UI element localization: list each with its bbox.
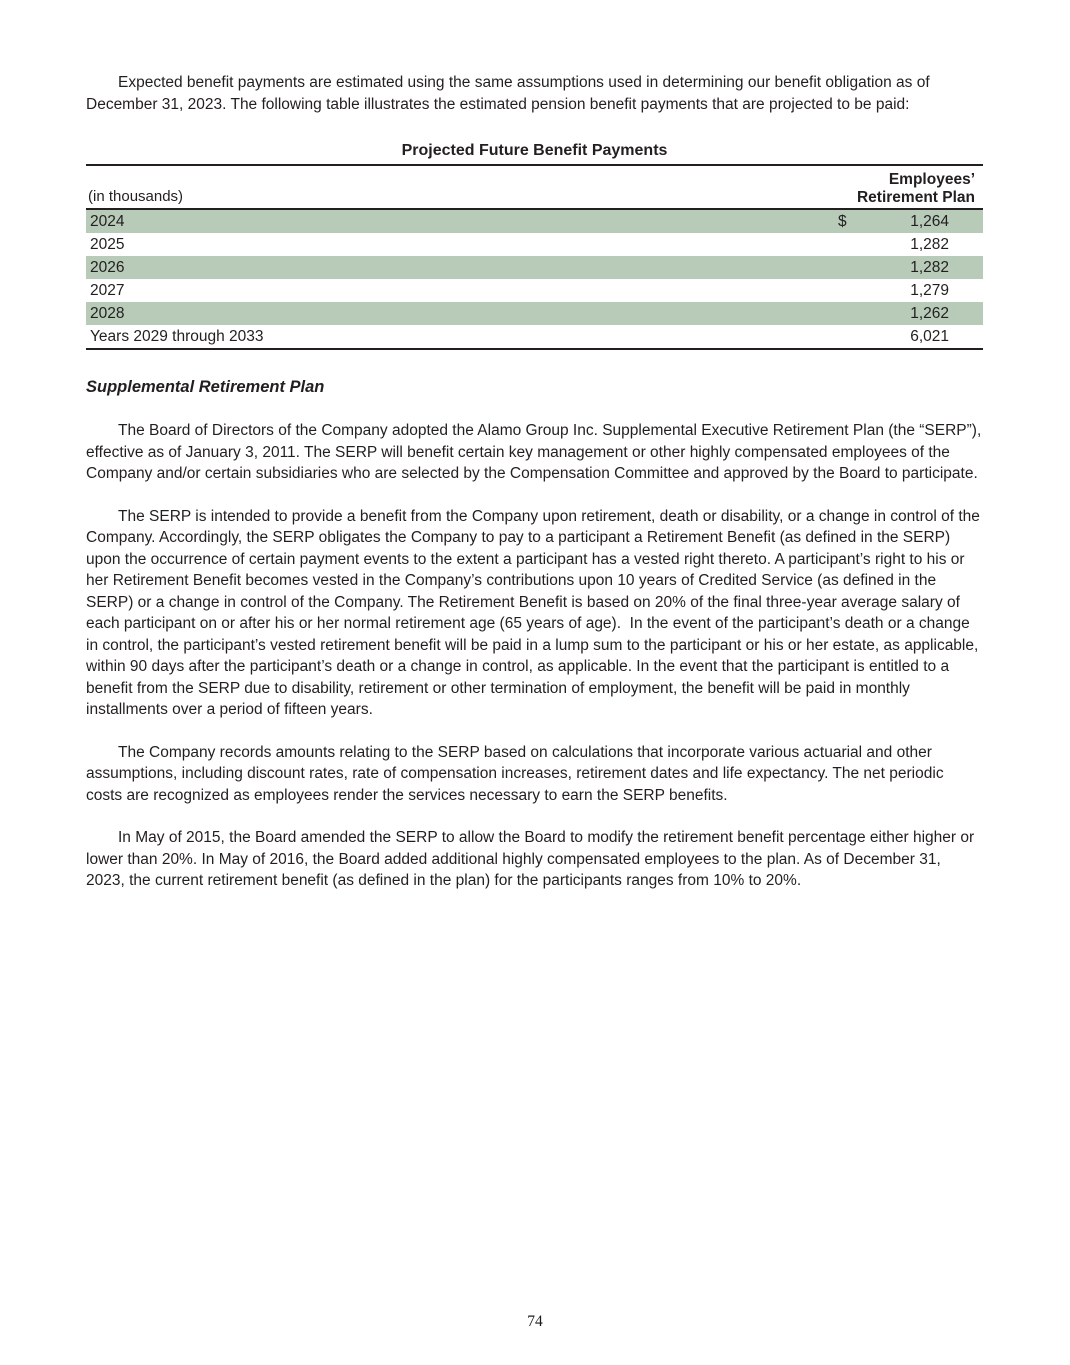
column-header-line2: Retirement Plan — [856, 188, 975, 206]
currency-symbol — [838, 279, 872, 302]
intro-paragraph: Expected benefit payments are estimated using the same assumptions used in determining our benefit obligation as of December 31, 2023. The following table illustrates the estimated pension benefit payments that are projected to be paid: — [86, 74, 930, 113]
section-paragraph-4: In May of 2015, the Board amended the SERP to allow the Board to modify the retirement benefit percentage either higher or lower than 20%. In May of 2016, the Board added additional highly compensated employees to the plan. As of December 31, 2023, the current retirement benefit (as defined in the plan) for the participants ranges from 10% to 20%. — [86, 829, 975, 889]
column-header-line1: Employees’ — [888, 171, 975, 188]
row-value: 6,021 — [910, 328, 949, 345]
row-label: 2024 — [90, 213, 125, 230]
row-label: 2027 — [90, 282, 125, 299]
unit-label: (in thousands) — [88, 188, 184, 205]
benefit-payments-table — [86, 141, 983, 350]
currency-symbol — [838, 256, 872, 279]
section-paragraph-1: The Board of Directors of the Company adopted the Alamo Group Inc. Supplemental Executive Retirement Plan (the “SERP”), effective as of January 3, 2011. The SERP will benefit certain key management or other highly compensated employees of the Company and/or certain subsidiaries who are selected by the Compensation Committee and approved by the Board to participate. — [86, 422, 982, 482]
table-body — [86, 210, 983, 350]
table-row — [86, 279, 983, 302]
row-label: Years 2029 through 2033 — [90, 328, 264, 345]
column-header — [857, 171, 983, 206]
row-label: 2028 — [90, 305, 125, 322]
table-header-row — [86, 164, 983, 210]
row-value: 1,279 — [910, 282, 949, 299]
section-paragraph-3: The Company records amounts relating to the SERP based on calculations that incorporate various actuarial and other assumptions, including discount rates, rate of compensation increases, retirement dates and life expectancy. The net periodic costs are recognized as employees render the services necessary to earn the SERP benefits. — [86, 743, 944, 804]
row-value: 1,264 — [910, 213, 949, 230]
row-label: 2025 — [90, 236, 125, 253]
currency-symbol — [838, 325, 872, 348]
row-value: 1,282 — [910, 236, 949, 253]
page-content — [86, 0, 983, 892]
table-row — [86, 325, 983, 348]
table-title: Projected Future Benefit Payments — [401, 142, 668, 159]
currency-symbol — [838, 233, 872, 256]
row-value: 1,282 — [910, 259, 949, 276]
page-number: 74 — [527, 1313, 543, 1330]
row-label: 2026 — [90, 259, 125, 276]
currency-symbol: $ — [838, 213, 847, 230]
section-paragraph-2: The SERP is intended to provide a benefit from the Company upon retirement, death or disability, or a change in control of the Company. Accordingly, the SERP obligates the Company to pay to a participant a Retirement Benefit (as defined in the SERP) upon the occurrence of certain payment events to the extent a participant has a vested right thereto. A participant’s right to his or her Retirement Benefit becomes vested in the Company’s contributions upon 10 years of Credited Service (as defined in the SERP) or a change in control of the Company. The Retirement Benefit is based on 20% of the final three-year average salary of each participant on or after his or her normal retirement age (65 years of age). In the event of the participant’s death or a change in control, the participant’s vested retirement benefit will be paid in a lump sum to the participant or his or her estate, as applicable, within 90 days after the participant’s death or a change in control, as applicable. In the event that the participant is entitled to a benefit from the SERP due to disability, retirement or other termination of employment, the benefit will be paid in monthly installments over a period of fifteen years. — [86, 507, 980, 718]
table-row — [86, 256, 983, 279]
table-row — [86, 210, 983, 233]
row-value: 1,262 — [910, 305, 949, 322]
table-row — [86, 233, 983, 256]
currency-symbol — [838, 302, 872, 325]
section-heading: Supplemental Retirement Plan — [86, 378, 325, 396]
table-row — [86, 302, 983, 325]
